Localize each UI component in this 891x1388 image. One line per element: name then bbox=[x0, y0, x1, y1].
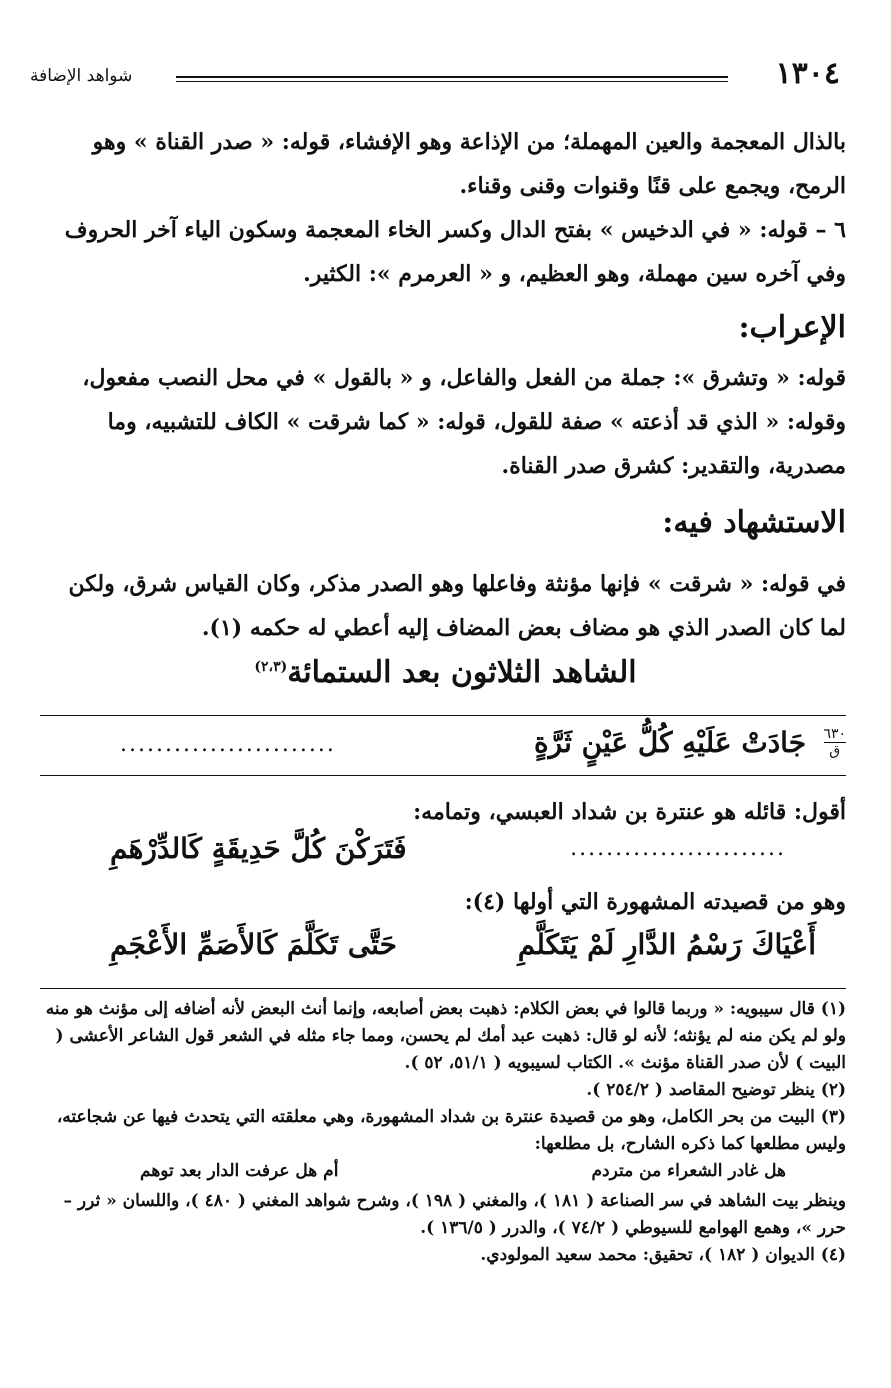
opening-verse bbox=[40, 928, 846, 978]
verse-letter: ق bbox=[829, 743, 841, 759]
paragraph-2: ٦ – قوله: « في الدخيس » بفتح الدال وكسر الخاء المعجمة وسكون الياء آخر الحروف وفي آخره سين مهملة، وهو العظيم، و « العرمرم »: الكثير. bbox=[64, 217, 846, 287]
heading-istishhad: الاستشهاد فيه: bbox=[662, 505, 846, 540]
witness-title bbox=[0, 655, 891, 690]
first-hemistich: جَادَتْ عَلَيْهِ كُلُّ عَيْنٍ ثَرَّةٍ bbox=[533, 726, 806, 759]
witness-footnote-refs: (٢،٣) bbox=[254, 659, 288, 675]
istishhad-text: في قوله: « شرقت » فإنها مؤنثة وفاعلها وهو الصدر مذكر، وكان القياس شرق، ولكن لما كان الصدر الذي هو مضاف بعض المضاف إليه أعطي له حكمه (١). bbox=[68, 571, 846, 641]
verse-rule-top bbox=[40, 715, 846, 716]
page-number: ١٣٠٤ bbox=[775, 56, 840, 91]
second-hemistich: فَتَرَكْنَ كُلَّ حَدِيقَةٍ كَالدِّرْهَمِ bbox=[110, 832, 407, 865]
footnote-3-verse-left: أم هل عرفت الدار بعد توهم bbox=[140, 1161, 339, 1181]
header-rule bbox=[176, 76, 728, 82]
running-title: شواهد الإضافة bbox=[30, 66, 133, 86]
footnote-1: (١) قال سيبويه: « وربما قالوا في بعض الكلام: ذهبت بعض أصابعه، وإنما أنث البعض لأنه أضافه إلى مؤنث هو منه ولو لم يكن منه لم يؤنثه؛ لأنه لو قال: ذهبت عبد أمك لم يحسن، ومما جاء مثله في الشعر قول الشاعر الأعشى ( البيت ) لأن صدر القناة مؤنث ». الكتاب لسيبويه ( ٥١/١، ٥٢ ). bbox=[45, 999, 846, 1073]
verse-dots: ........................ bbox=[120, 732, 336, 757]
witness-title-text: الشاهد الثلاثون بعد الستمائة bbox=[287, 655, 637, 690]
commentary-line-2: وهو من قصيدته المشهورة التي أولها (٤): bbox=[464, 889, 846, 915]
footnote-rule bbox=[40, 988, 846, 989]
opening-hemistich-left: حَتَّى تَكَلَّمَ كَالأَصَمِّ الأَعْجَمِ bbox=[110, 928, 397, 961]
completion-dots: ........................ bbox=[570, 836, 786, 861]
paragraph-1: بالذال المعجمة والعين المهملة؛ من الإذاعة وهو الإفشاء، قوله: « صدر القناة » وهو الرمح، ويجمع على قنًا وقنوات وقنى وقناء. bbox=[92, 129, 846, 199]
witness-verse bbox=[40, 720, 846, 772]
footnote-3: (٣) البيت من بحر الكامل، وهو من قصيدة عنترة بن شداد المشهورة، وهي معلقته التي يتحدث فيها عن شجاعته، وليس مطلعها كما ذكره الشارح، بل مطلعها: bbox=[56, 1107, 846, 1154]
commentary-line-1: أقول: قائله هو عنترة بن شداد العبسي، وتمامه: bbox=[413, 799, 846, 825]
verse-number bbox=[823, 726, 846, 759]
footnote-3-verse bbox=[40, 1158, 846, 1188]
verse-number-value: ٦٣٠ bbox=[823, 726, 846, 742]
opening-hemistich-right: أَعْيَاكَ رَسْمُ الدَّارِ لَمْ يَتَكَلَّمِ bbox=[517, 928, 816, 961]
verse-rule-bottom bbox=[40, 775, 846, 776]
irab-text: قوله: « وتشرق »: جملة من الفعل والفاعل، و « بالقول » في محل النصب مفعول، وقوله: « الذي قد أذعته » صفة للقول، قوله: « كما شرقت » الكاف للتشبيه، وما مصدرية، والتقدير: كشرق صدر القناة. bbox=[82, 365, 846, 479]
footnotes bbox=[40, 996, 846, 1269]
completion-verse bbox=[40, 832, 846, 882]
heading-irab: الإعراب: bbox=[738, 310, 846, 345]
footnote-2: (٢) ينظر توضيح المقاصد ( ٢٥٤/٢ ). bbox=[586, 1080, 846, 1100]
footnote-4: (٤) الديوان ( ١٨٢ )، تحقيق: محمد سعيد المولودي. bbox=[480, 1245, 846, 1265]
page-header bbox=[30, 52, 840, 92]
footnote-3-continuation: وينظر بيت الشاهد في سر الصناعة ( ١٨١ )، والمغني ( ١٩٨ )، وشرح شواهد المغني ( ٤٨٠ )، واللسان « ثرر – حرر »، وهمع الهوامع للسيوطي ( ٧٤/٢ )، والدرر ( ١٣٦/٥ ). bbox=[63, 1191, 846, 1238]
footnote-3-verse-right: هل غادر الشعراء من متردم bbox=[591, 1161, 786, 1181]
